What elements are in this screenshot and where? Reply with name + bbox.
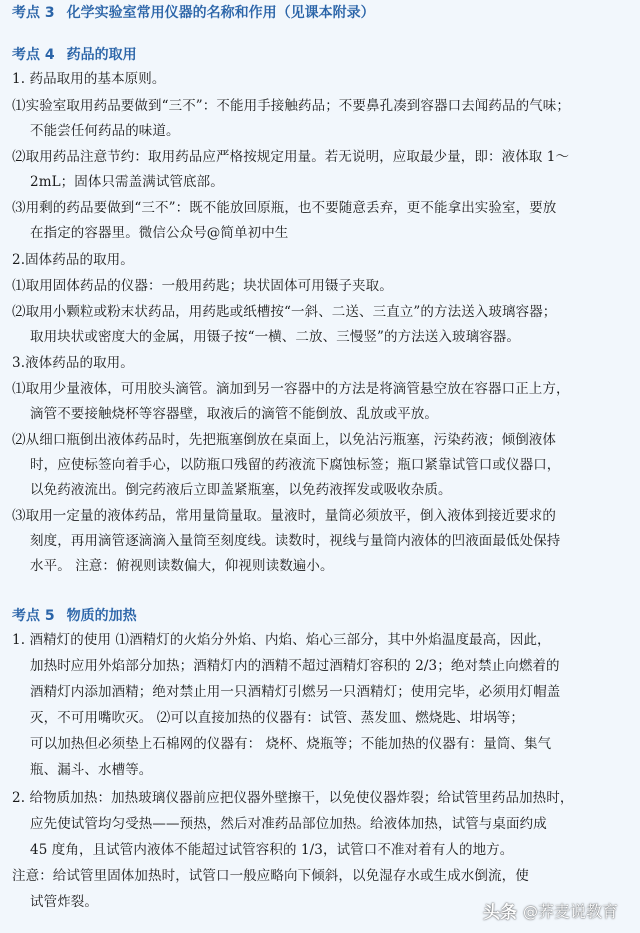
text-line: ⑵取用药品注意节约：取用药品应严格按规定用量。若无说明，应取最少量，即：液体取 1～ <box>12 149 570 165</box>
watermark-handle <box>523 899 618 922</box>
text-line: 2. 给物质加热：加热玻璃仪器前应把仪器外壁擦干，以免使仪器炸裂；给试管里药品加热时， <box>12 790 574 806</box>
text-line: ⑴实验室取用药品要做到“三不”：不能用手接触药品；不要鼻孔凑到容器口去闻药品的气味； <box>12 98 571 114</box>
watermark <box>483 898 618 923</box>
topic4-title: 药品的取用 <box>66 47 137 63</box>
watermark-name: 荞麦说教育 <box>537 902 618 921</box>
text-line: 在指定的容器里。微信公众号@简单初中生 <box>30 225 289 241</box>
text-line: ⑴取用固体药品的仪器：一般用药匙；块状固体可用镊子夹取。 <box>12 278 393 294</box>
at-sign: @ <box>522 903 538 921</box>
watermark-brand: 头条 <box>482 903 517 923</box>
text-line: 瓶、漏斗、水槽等。 <box>30 762 153 778</box>
topic4-heading <box>12 44 137 64</box>
topic5-number: 考点 5 <box>12 608 55 624</box>
text-line: 3.液体药品的取用。 <box>12 355 134 371</box>
topic3-title: 化学实验室常用仪器的名称和作用（见课本附录） <box>66 5 375 21</box>
text-line: 酒精灯内添加酒精；绝对禁止用一只酒精灯引燃另一只酒精灯；使用完毕，必须用灯帽盖 <box>30 684 561 700</box>
text-line: 加热时应用外焰部分加热；酒精灯内的酒精不超过酒精灯容积的 2/3；绝对禁止向燃着的 <box>30 658 560 674</box>
text-line: 可以加热但必须垫上石棉网的仪器有： 烧杯、烧瓶等；不能加热的仪器有：量筒、集气 <box>30 736 552 752</box>
text-line: 试管炸裂。 <box>30 894 98 910</box>
text-line: 刻度，再用滴管逐滴滴入量筒至刻度线。读数时，视线与量筒内液体的凹液面最低处保持 <box>30 533 561 549</box>
text-line: 1. 酒精灯的使用 ⑴酒精灯的火焰分外焰、内焰、焰心三部分，其中外焰温度最高，因此， <box>12 632 551 648</box>
text-line: 2.固体药品的取用。 <box>12 252 134 268</box>
text-line: ⑶取用一定量的液体药品，常用量筒量取。量液时，量筒必须放平，倒入液体到接近要求的 <box>12 508 556 524</box>
text-line: 1. 药品取用的基本原则。 <box>12 71 166 87</box>
text-line: 滴管不要接触烧杯等容器壁，取液后的滴管不能倒放、乱放或平放。 <box>30 406 438 422</box>
text-line: 45 度角，且试管内液体不能超过试管容积的 1/3，试管口不准对着有人的地方。 <box>30 842 514 858</box>
text-line: 注意：给试管里固体加热时，试管口一般应略向下倾斜，以免湿存水或生成水倒流，使 <box>12 868 529 884</box>
text-line: 水平。 注意：俯视则读数偏大，仰视则读数遍小。 <box>30 558 334 574</box>
text-line: ⑵从细口瓶倒出液体药品时，先把瓶塞倒放在桌面上，以免沾污瓶塞，污染药液；倾倒液体 <box>12 432 556 448</box>
text-line: ⑶用剩的药品要做到“三不”：既不能放回原瓶，也不要随意丢弃，更不能拿出实验室，要放 <box>12 200 557 216</box>
text-line: 取用块状或密度大的金属，用镊子按“一横、二放、三慢竖”的方法送入玻璃容器。 <box>30 329 521 345</box>
topic3-heading <box>12 2 375 22</box>
topic4-number: 考点 4 <box>12 47 55 63</box>
text-line: 不能尝任何药品的味道。 <box>30 123 180 139</box>
text-line: 时，应使标签向着手心，以防瓶口残留的药液流下腐蚀标签；瓶口紧靠试管口或仪器口， <box>30 457 561 473</box>
topic5-heading <box>12 605 137 625</box>
text-line: 以免药液流出。倒完药液后立即盖紧瓶塞，以免药液挥发或吸收杂质。 <box>30 482 452 498</box>
text-line: 2mL；固体只需盖满试管底部。 <box>30 174 224 190</box>
text-line: ⑴取用少量液体，可用胶头滴管。滴加到另一容器中的方法是将滴管悬空放在容器口正上方， <box>12 381 570 397</box>
text-line: 应先使试管均匀受热——预热，然后对准药品部位加热。给液体加热，试管与桌面约成 <box>30 816 547 832</box>
topic5-title: 物质的加热 <box>66 608 137 624</box>
text-line: 灭，不可用嘴吹灭。 ⑵可以直接加热的仪器有：试管、蒸发皿、燃烧匙、坩埚等； <box>30 710 524 726</box>
topic3-number: 考点 3 <box>12 5 55 21</box>
text-line: ⑵取用小颗粒或粉末状药品，用药匙或纸槽按“一斜、二送、三直立”的方法送入玻璃容器； <box>12 304 557 320</box>
